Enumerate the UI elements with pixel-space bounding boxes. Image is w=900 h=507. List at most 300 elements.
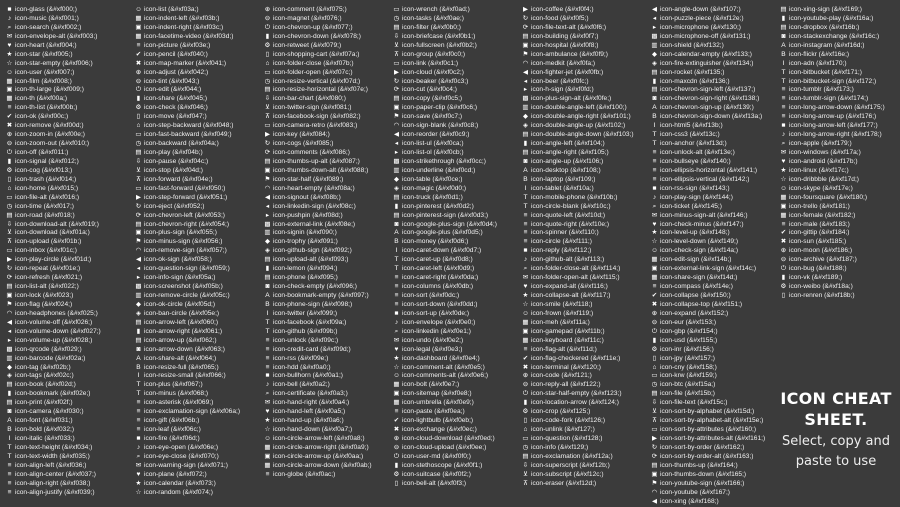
icon-entry[interactable] [264, 69, 387, 78]
icon-entry[interactable] [522, 310, 645, 319]
icon-entry[interactable] [393, 283, 516, 292]
icon-entry[interactable] [780, 42, 899, 51]
icon-entry[interactable] [780, 194, 899, 203]
icon-entry[interactable] [393, 167, 516, 176]
icon-entry[interactable] [780, 24, 899, 33]
icon-entry[interactable] [780, 104, 899, 113]
icon-entry[interactable] [651, 122, 774, 131]
icon-entry[interactable] [651, 274, 774, 283]
icon-entry[interactable] [6, 176, 129, 185]
icon-entry[interactable] [6, 78, 129, 87]
icon-entry[interactable] [264, 346, 387, 355]
icon-entry[interactable] [6, 158, 129, 167]
icon-entry[interactable] [780, 149, 899, 158]
icon-entry[interactable] [6, 238, 129, 247]
icon-entry[interactable] [780, 78, 899, 87]
icon-entry[interactable] [651, 33, 774, 42]
icon-entry[interactable] [135, 426, 258, 435]
icon-entry[interactable] [6, 15, 129, 24]
icon-entry[interactable] [135, 95, 258, 104]
icon-entry[interactable] [6, 86, 129, 95]
icon-entry[interactable] [393, 113, 516, 122]
icon-entry[interactable] [264, 319, 387, 328]
icon-entry[interactable] [522, 390, 645, 399]
icon-entry[interactable] [522, 60, 645, 69]
icon-entry[interactable] [393, 15, 516, 24]
icon-entry[interactable] [780, 86, 899, 95]
icon-entry[interactable] [522, 140, 645, 149]
icon-entry[interactable] [651, 185, 774, 194]
icon-entry[interactable] [393, 274, 516, 283]
icon-entry[interactable] [6, 24, 129, 33]
icon-entry[interactable] [522, 149, 645, 158]
icon-entry[interactable] [135, 176, 258, 185]
icon-entry[interactable] [522, 95, 645, 104]
icon-entry[interactable] [522, 158, 645, 167]
icon-entry[interactable] [264, 310, 387, 319]
icon-entry[interactable] [135, 372, 258, 381]
icon-entry[interactable] [264, 471, 387, 480]
icon-entry[interactable] [651, 42, 774, 51]
icon-entry[interactable] [522, 229, 645, 238]
icon-entry[interactable] [651, 381, 774, 390]
icon-entry[interactable] [651, 480, 774, 489]
icon-entry[interactable] [522, 364, 645, 373]
icon-entry[interactable] [135, 337, 258, 346]
icon-entry[interactable] [651, 24, 774, 33]
icon-entry[interactable] [780, 292, 899, 301]
icon-entry[interactable] [780, 113, 899, 122]
icon-entry[interactable] [135, 292, 258, 301]
icon-entry[interactable] [393, 140, 516, 149]
icon-entry[interactable] [393, 229, 516, 238]
icon-entry[interactable] [6, 212, 129, 221]
icon-entry[interactable] [651, 319, 774, 328]
icon-entry[interactable] [135, 212, 258, 221]
icon-entry[interactable] [6, 435, 129, 444]
icon-entry[interactable] [522, 292, 645, 301]
icon-entry[interactable] [135, 140, 258, 149]
icon-entry[interactable] [780, 60, 899, 69]
icon-entry[interactable] [393, 390, 516, 399]
icon-entry[interactable] [6, 131, 129, 140]
icon-entry[interactable] [393, 346, 516, 355]
icon-entry[interactable] [135, 238, 258, 247]
icon-entry[interactable] [522, 471, 645, 480]
icon-entry[interactable] [780, 33, 899, 42]
icon-entry[interactable] [393, 265, 516, 274]
icon-entry[interactable] [780, 158, 899, 167]
icon-entry[interactable] [780, 167, 899, 176]
icon-entry[interactable] [135, 247, 258, 256]
icon-entry[interactable] [135, 158, 258, 167]
icon-entry[interactable] [135, 229, 258, 238]
icon-entry[interactable] [393, 301, 516, 310]
icon-entry[interactable] [522, 355, 645, 364]
icon-entry[interactable] [6, 69, 129, 78]
icon-entry[interactable] [651, 283, 774, 292]
icon-entry[interactable] [522, 33, 645, 42]
icon-entry[interactable] [135, 24, 258, 33]
icon-entry[interactable] [264, 256, 387, 265]
icon-entry[interactable] [135, 122, 258, 131]
icon-entry[interactable] [393, 203, 516, 212]
icon-entry[interactable] [651, 364, 774, 373]
icon-entry[interactable] [522, 122, 645, 131]
icon-entry[interactable] [135, 310, 258, 319]
icon-entry[interactable] [651, 69, 774, 78]
icon-entry[interactable] [651, 372, 774, 381]
icon-entry[interactable] [522, 113, 645, 122]
icon-entry[interactable] [651, 355, 774, 364]
icon-entry[interactable] [651, 15, 774, 24]
icon-entry[interactable] [6, 113, 129, 122]
icon-entry[interactable] [135, 462, 258, 471]
icon-entry[interactable] [780, 131, 899, 140]
icon-entry[interactable] [6, 319, 129, 328]
icon-entry[interactable] [6, 444, 129, 453]
icon-entry[interactable] [651, 408, 774, 417]
icon-entry[interactable] [264, 426, 387, 435]
icon-entry[interactable] [264, 292, 387, 301]
icon-entry[interactable] [651, 212, 774, 221]
icon-entry[interactable] [135, 221, 258, 230]
icon-entry[interactable] [264, 301, 387, 310]
icon-entry[interactable] [651, 310, 774, 319]
icon-entry[interactable] [135, 149, 258, 158]
icon-entry[interactable] [651, 337, 774, 346]
icon-entry[interactable] [6, 247, 129, 256]
icon-entry[interactable] [135, 435, 258, 444]
icon-entry[interactable] [6, 310, 129, 319]
icon-entry[interactable] [393, 194, 516, 203]
icon-entry[interactable] [264, 167, 387, 176]
icon-entry[interactable] [264, 131, 387, 140]
icon-entry[interactable] [651, 194, 774, 203]
icon-entry[interactable] [135, 453, 258, 462]
icon-entry[interactable] [522, 131, 645, 140]
icon-entry[interactable] [522, 212, 645, 221]
icon-entry[interactable] [6, 104, 129, 113]
icon-entry[interactable] [264, 265, 387, 274]
icon-entry[interactable] [264, 221, 387, 230]
icon-entry[interactable] [651, 301, 774, 310]
icon-entry[interactable] [651, 426, 774, 435]
icon-entry[interactable] [393, 42, 516, 51]
icon-entry[interactable] [6, 462, 129, 471]
icon-entry[interactable] [264, 51, 387, 60]
icon-entry[interactable] [780, 203, 899, 212]
icon-entry[interactable] [651, 444, 774, 453]
icon-entry[interactable] [135, 203, 258, 212]
icon-entry[interactable] [264, 274, 387, 283]
icon-entry[interactable] [6, 426, 129, 435]
icon-entry[interactable] [393, 337, 516, 346]
icon-entry[interactable] [393, 256, 516, 265]
icon-entry[interactable] [135, 131, 258, 140]
icon-entry[interactable] [135, 185, 258, 194]
icon-entry[interactable] [651, 167, 774, 176]
icon-entry[interactable] [6, 203, 129, 212]
icon-entry[interactable] [264, 390, 387, 399]
icon-entry[interactable] [651, 229, 774, 238]
icon-entry[interactable] [264, 122, 387, 131]
icon-entry[interactable] [651, 346, 774, 355]
icon-entry[interactable] [651, 453, 774, 462]
icon-entry[interactable] [651, 462, 774, 471]
icon-entry[interactable] [393, 247, 516, 256]
icon-entry[interactable] [264, 247, 387, 256]
icon-entry[interactable] [651, 238, 774, 247]
icon-entry[interactable] [6, 390, 129, 399]
icon-entry[interactable] [393, 462, 516, 471]
icon-entry[interactable] [522, 69, 645, 78]
icon-entry[interactable] [6, 453, 129, 462]
icon-entry[interactable] [522, 372, 645, 381]
icon-entry[interactable] [264, 149, 387, 158]
icon-entry[interactable] [264, 417, 387, 426]
icon-entry[interactable] [264, 444, 387, 453]
icon-entry[interactable] [264, 60, 387, 69]
icon-entry[interactable] [780, 238, 899, 247]
icon-entry[interactable] [264, 185, 387, 194]
icon-entry[interactable] [780, 95, 899, 104]
icon-entry[interactable] [780, 212, 899, 221]
icon-entry[interactable] [135, 399, 258, 408]
icon-entry[interactable] [264, 238, 387, 247]
icon-entry[interactable] [264, 283, 387, 292]
icon-entry[interactable] [522, 381, 645, 390]
icon-entry[interactable] [651, 140, 774, 149]
icon-entry[interactable] [264, 435, 387, 444]
icon-entry[interactable] [6, 292, 129, 301]
icon-entry[interactable] [264, 381, 387, 390]
icon-entry[interactable] [522, 104, 645, 113]
icon-entry[interactable] [6, 60, 129, 69]
icon-entry[interactable] [393, 176, 516, 185]
icon-entry[interactable] [393, 6, 516, 15]
icon-entry[interactable] [135, 167, 258, 176]
icon-entry[interactable] [6, 364, 129, 373]
icon-entry[interactable] [393, 408, 516, 417]
icon-entry[interactable] [6, 51, 129, 60]
icon-entry[interactable] [6, 301, 129, 310]
icon-entry[interactable] [522, 408, 645, 417]
icon-entry[interactable] [780, 274, 899, 283]
icon-entry[interactable] [522, 203, 645, 212]
icon-entry[interactable] [522, 194, 645, 203]
icon-entry[interactable] [651, 489, 774, 498]
icon-entry[interactable] [651, 113, 774, 122]
icon-entry[interactable] [135, 51, 258, 60]
icon-entry[interactable] [264, 176, 387, 185]
icon-entry[interactable] [6, 355, 129, 364]
icon-entry[interactable] [393, 238, 516, 247]
icon-entry[interactable] [393, 185, 516, 194]
icon-entry[interactable] [780, 283, 899, 292]
icon-entry[interactable] [651, 86, 774, 95]
icon-entry[interactable] [393, 435, 516, 444]
icon-entry[interactable] [651, 292, 774, 301]
icon-entry[interactable] [264, 33, 387, 42]
icon-entry[interactable] [780, 140, 899, 149]
icon-entry[interactable] [522, 301, 645, 310]
icon-entry[interactable] [780, 256, 899, 265]
icon-entry[interactable] [393, 417, 516, 426]
icon-entry[interactable] [780, 247, 899, 256]
icon-entry[interactable] [651, 6, 774, 15]
icon-entry[interactable] [651, 399, 774, 408]
icon-entry[interactable] [651, 247, 774, 256]
icon-entry[interactable] [393, 158, 516, 167]
icon-entry[interactable] [6, 337, 129, 346]
icon-entry[interactable] [135, 60, 258, 69]
icon-entry[interactable] [264, 6, 387, 15]
icon-entry[interactable] [264, 328, 387, 337]
icon-entry[interactable] [264, 42, 387, 51]
icon-entry[interactable] [522, 417, 645, 426]
icon-entry[interactable] [135, 274, 258, 283]
icon-entry[interactable] [522, 480, 645, 489]
icon-entry[interactable] [6, 256, 129, 265]
icon-entry[interactable] [393, 69, 516, 78]
icon-entry[interactable] [264, 95, 387, 104]
icon-entry[interactable] [522, 265, 645, 274]
icon-entry[interactable] [522, 274, 645, 283]
icon-entry[interactable] [264, 113, 387, 122]
icon-entry[interactable] [135, 256, 258, 265]
icon-entry[interactable] [135, 265, 258, 274]
icon-entry[interactable] [651, 104, 774, 113]
icon-entry[interactable] [522, 247, 645, 256]
icon-entry[interactable] [393, 381, 516, 390]
icon-entry[interactable] [393, 444, 516, 453]
icon-entry[interactable] [393, 399, 516, 408]
icon-entry[interactable] [522, 78, 645, 87]
icon-entry[interactable] [651, 95, 774, 104]
icon-entry[interactable] [6, 221, 129, 230]
icon-entry[interactable] [135, 104, 258, 113]
icon-entry[interactable] [6, 399, 129, 408]
icon-entry[interactable] [393, 149, 516, 158]
icon-entry[interactable] [522, 453, 645, 462]
icon-entry[interactable] [6, 328, 129, 337]
icon-entry[interactable] [522, 167, 645, 176]
icon-entry[interactable] [651, 417, 774, 426]
icon-entry[interactable] [522, 185, 645, 194]
icon-entry[interactable] [6, 489, 129, 498]
icon-entry[interactable] [264, 372, 387, 381]
icon-entry[interactable] [522, 86, 645, 95]
icon-entry[interactable] [522, 444, 645, 453]
icon-entry[interactable] [6, 480, 129, 489]
icon-entry[interactable] [393, 122, 516, 131]
icon-entry[interactable] [6, 417, 129, 426]
icon-entry[interactable] [135, 408, 258, 417]
icon-entry[interactable] [135, 194, 258, 203]
icon-entry[interactable] [780, 51, 899, 60]
icon-entry[interactable] [135, 113, 258, 122]
icon-entry[interactable] [135, 346, 258, 355]
icon-entry[interactable] [264, 194, 387, 203]
icon-entry[interactable] [393, 221, 516, 230]
icon-entry[interactable] [393, 480, 516, 489]
icon-entry[interactable] [135, 33, 258, 42]
icon-entry[interactable] [393, 212, 516, 221]
icon-entry[interactable] [393, 78, 516, 87]
icon-entry[interactable] [651, 265, 774, 274]
icon-entry[interactable] [780, 185, 899, 194]
icon-entry[interactable] [393, 471, 516, 480]
icon-entry[interactable] [522, 24, 645, 33]
icon-entry[interactable] [393, 104, 516, 113]
icon-entry[interactable] [393, 33, 516, 42]
icon-entry[interactable] [6, 346, 129, 355]
icon-entry[interactable] [393, 328, 516, 337]
icon-entry[interactable] [651, 328, 774, 337]
icon-entry[interactable] [135, 86, 258, 95]
icon-entry[interactable] [6, 95, 129, 104]
icon-entry[interactable] [135, 283, 258, 292]
icon-entry[interactable] [780, 69, 899, 78]
icon-entry[interactable] [6, 265, 129, 274]
icon-entry[interactable] [651, 221, 774, 230]
icon-entry[interactable] [264, 408, 387, 417]
icon-entry[interactable] [264, 158, 387, 167]
icon-entry[interactable] [522, 51, 645, 60]
icon-entry[interactable] [264, 229, 387, 238]
icon-entry[interactable] [393, 60, 516, 69]
icon-entry[interactable] [651, 498, 774, 507]
icon-entry[interactable] [393, 453, 516, 462]
icon-entry[interactable] [135, 444, 258, 453]
icon-entry[interactable] [651, 149, 774, 158]
icon-entry[interactable] [135, 328, 258, 337]
icon-entry[interactable] [6, 229, 129, 238]
icon-entry[interactable] [522, 238, 645, 247]
icon-entry[interactable] [522, 15, 645, 24]
icon-entry[interactable] [393, 364, 516, 373]
icon-entry[interactable] [651, 51, 774, 60]
icon-entry[interactable] [135, 42, 258, 51]
icon-entry[interactable] [264, 462, 387, 471]
icon-entry[interactable] [6, 122, 129, 131]
icon-entry[interactable] [393, 292, 516, 301]
icon-entry[interactable] [135, 381, 258, 390]
icon-entry[interactable] [264, 203, 387, 212]
icon-entry[interactable] [522, 346, 645, 355]
icon-entry[interactable] [6, 372, 129, 381]
icon-entry[interactable] [135, 471, 258, 480]
icon-entry[interactable] [393, 24, 516, 33]
icon-entry[interactable] [522, 426, 645, 435]
icon-entry[interactable] [6, 471, 129, 480]
icon-entry[interactable] [651, 158, 774, 167]
icon-entry[interactable] [393, 426, 516, 435]
icon-entry[interactable] [264, 140, 387, 149]
icon-entry[interactable] [522, 435, 645, 444]
icon-entry[interactable] [780, 221, 899, 230]
icon-entry[interactable] [6, 149, 129, 158]
icon-entry[interactable] [393, 355, 516, 364]
icon-entry[interactable] [135, 489, 258, 498]
icon-entry[interactable] [135, 6, 258, 15]
icon-entry[interactable] [264, 212, 387, 221]
icon-entry[interactable] [6, 33, 129, 42]
icon-entry[interactable] [135, 301, 258, 310]
icon-entry[interactable] [264, 399, 387, 408]
icon-entry[interactable] [522, 221, 645, 230]
